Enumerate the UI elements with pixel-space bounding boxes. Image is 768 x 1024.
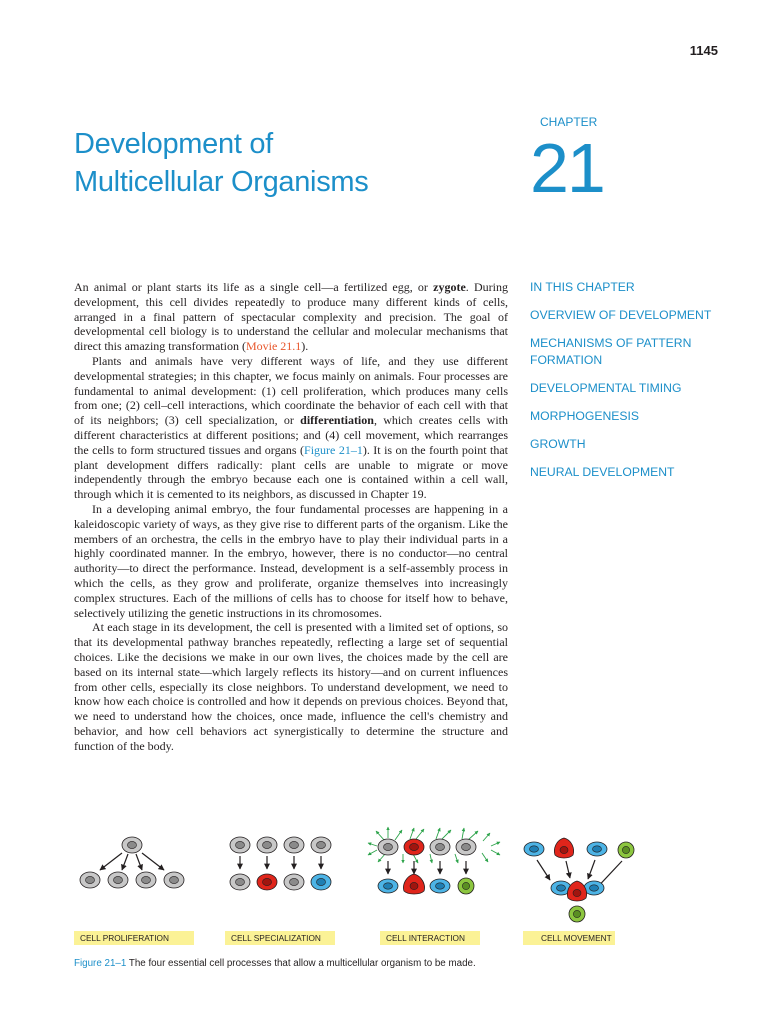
- chapter-label: CHAPTER: [540, 115, 598, 129]
- specialization-diagram: [230, 837, 331, 890]
- text-run: ). It is on the fourth point that plant development differs radically: plant cells are unable to migrate or move independently through the embryo because each one is contained within a cell wall, through which it is cemented to its neighbors, as discussed in Chapter 19.: [74, 442, 508, 502]
- blue-cell: [430, 879, 450, 893]
- chapter-number: 21: [530, 129, 604, 207]
- cell: [230, 874, 250, 890]
- toc-item-neural-development[interactable]: NEURAL DEVELOPMENT: [530, 465, 675, 479]
- toc-heading: IN THIS CHAPTER: [530, 280, 635, 294]
- cell: [378, 839, 398, 855]
- toc-item-pattern-formation[interactable]: MECHANISMS OF PATTERN FORMATION: [530, 336, 692, 367]
- caption-text: The four essential cell processes that allow a multicellular organism to be made.: [126, 958, 476, 969]
- text-run: Plants and animals have very different ways of life, and they use different developmental strategies; in this chapter, we focus mainly on animals. Four processes are fundamental to animal development: (1) cell proliferation, which produces many cells from one; (2) cell–cell interactions, which coordinate the behavior of each cell with that of its neighbors; (3) cell specialization, or: [74, 353, 508, 428]
- green-cell: [569, 906, 585, 922]
- cell: [430, 839, 450, 855]
- toc-item-morphogenesis[interactable]: MORPHOGENESIS: [530, 409, 640, 423]
- movement-diagram: [524, 838, 634, 922]
- cell: [230, 837, 250, 853]
- figure-cell-processes: [70, 825, 670, 935]
- cell: [456, 839, 476, 855]
- label-cell-interaction: CELL INTERACTION: [380, 931, 480, 945]
- text-run: ).: [301, 339, 309, 354]
- key-term: zygote: [433, 280, 466, 294]
- red-cell: [554, 838, 573, 858]
- body-text: [74, 280, 508, 754]
- paragraph: [74, 354, 508, 502]
- red-cell: [257, 874, 277, 890]
- chapter-contents: [530, 279, 730, 492]
- figure-caption: [74, 958, 674, 969]
- movie-link[interactable]: Movie 21.1: [245, 339, 302, 354]
- paragraph: At each stage in its development, the cell is presented with a limited set of options, so that its developmental pathway branches repeatedly, reflecting a large set of sequential choices. Like the decisions we make in our own lives, the choices made by the cell are based on its internal state—which largely reflects its history—and on current influences from other cells, especially its close neighbors. To understand development, we need to know how each choice is controlled and how it depends on previous choices. Beyond that, we need to understand how the choices, once made, influence the cell's chemistry and behavior, and how cell behaviors act synergistically to determine the structure and function of the body.: [74, 620, 508, 753]
- proliferation-diagram: [80, 837, 184, 888]
- label-cell-specialization: CELL SPECIALIZATION: [225, 931, 335, 945]
- interaction-diagram: [368, 827, 500, 894]
- blue-cell: [378, 879, 398, 893]
- red-cell: [567, 881, 586, 901]
- blue-cell: [311, 874, 331, 890]
- toc-item-timing[interactable]: DEVELOPMENTAL TIMING: [530, 381, 682, 395]
- cell: [164, 872, 184, 888]
- figure-link[interactable]: Figure 21–1: [304, 442, 363, 457]
- chapter-title-line1: Development of: [74, 128, 273, 160]
- cell: [122, 837, 142, 853]
- label-cell-movement: CELL MOVEMENT: [523, 931, 615, 945]
- toc-item-growth[interactable]: GROWTH: [530, 437, 586, 451]
- green-cell: [618, 842, 634, 858]
- toc-item-overview[interactable]: OVERVIEW OF DEVELOPMENT: [530, 308, 712, 322]
- text-run: An animal or plant starts its life as a single cell—a fertilized egg, or: [74, 280, 434, 294]
- cell: [284, 837, 304, 853]
- label-cell-proliferation: CELL PROLIFERATION: [74, 931, 194, 945]
- cell: [136, 872, 156, 888]
- green-cell: [458, 878, 474, 894]
- chapter-title-line2: Multicellular Organisms: [74, 166, 369, 198]
- page-number: 1145: [689, 43, 718, 58]
- caption-label: Figure 21–1: [74, 958, 127, 969]
- cell: [80, 872, 100, 888]
- cell: [257, 837, 277, 853]
- paragraph: [74, 280, 508, 354]
- cell: [108, 872, 128, 888]
- chapter-title: [74, 125, 494, 201]
- key-term: differentiation: [300, 413, 374, 428]
- cell: [284, 874, 304, 890]
- text-run: , which creates cells with different characteristics at different positions; and (4) cell movement, which rearranges the cells to form structured tissues and organs (: [74, 413, 508, 457]
- cell: [311, 837, 331, 853]
- blue-cell: [587, 842, 607, 856]
- blue-cell: [524, 842, 544, 856]
- red-cell: [404, 839, 424, 855]
- text-run: . During development, this cell divides repeatedly to produce many different kinds of cells, arranged in a final pattern of spectacular complexity and precision. The goal of developmental cell biology is to understand the cellular and molecular mechanisms that direct this amazing transformation (: [74, 280, 509, 354]
- red-cell: [403, 874, 424, 894]
- paragraph: In a developing animal embryo, the four fundamental processes are happening in a kaleidoscopic variety of ways, as they give rise to different parts of the organism. Like the members of an orchestra, the cells in the embryo have to play their individual parts in a highly coordinated manner. In the embryo, however, there is no conductor—no central authority—to direct the performance. Instead, development is a self-assembly process in which the cells, as they grow and proliferate, organize themselves into increasingly complex structures. Each of the millions of cells has to choose for itself how to behave, selectively utilizing the genetic instructions in its chromosomes.: [74, 501, 508, 620]
